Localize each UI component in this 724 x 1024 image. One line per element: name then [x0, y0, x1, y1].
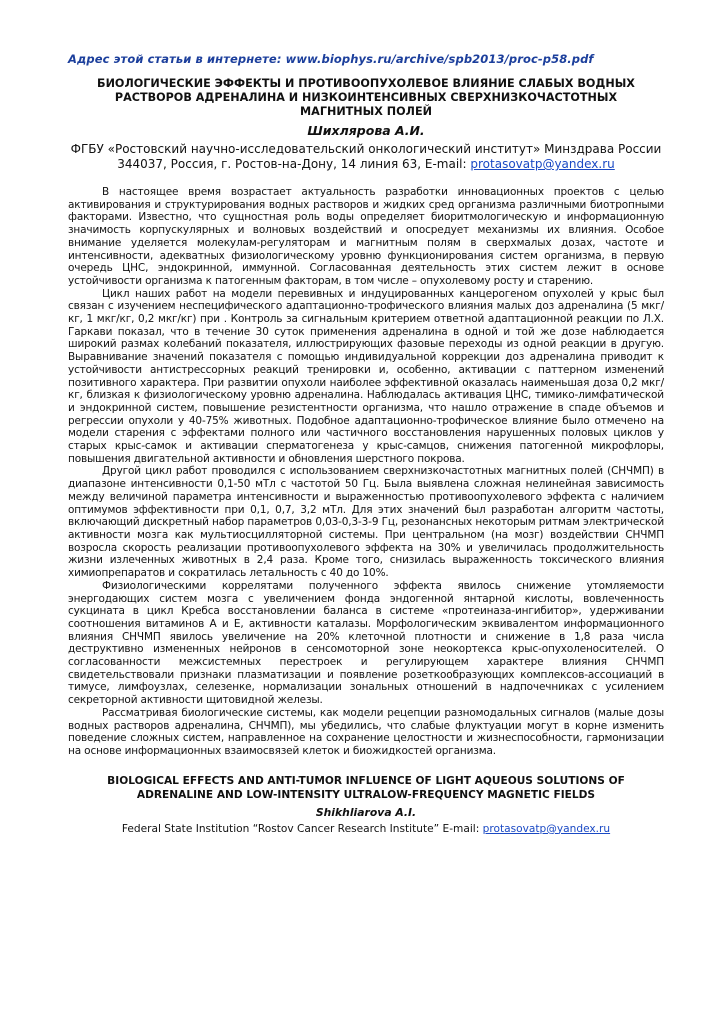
ru-email-link[interactable]: protasovatp@yandex.ru [470, 157, 615, 171]
article-page [68, 52, 664, 835]
paragraph: В настоящее время возрастает актуальность разработки инновационных проектов с целью активирования и структурирования водных растворов и жидких сред организма различными биотропными факторами. Известно, что сущностная роль воды определяет биоритмологическую и информационную значимость корпускулярных и волновых воздействий и опосредует механизмы их влияния. Особое внимание уделяется молекулам-регуляторам и магнитным полям в сверхмалых дозах, частоте и интенсивности, адекватных физиологическому уровню функционирования систем организма, в первую очередь ЦНС, эндокринной, иммунной. Согласованная деятельность этих систем лежит в основе устойчивости организма к патогенным факторам, в том числе – опухолевому росту и старению. [68, 186, 664, 287]
en-title: BIOLOGICAL EFFECTS AND ANTI-TUMOR INFLUENCE OF LIGHT AQUEOUS SOLUTIONS OF ADRENALINE AND LOW-INTENSITY ULTRALOW-FREQUENCY MAGNETIC FIELDS [107, 774, 625, 801]
ru-affiliation-line2: 344037, Россия, г. Ростов-на-Дону, 14 линия 63, E-mail: [117, 157, 467, 171]
paragraph: Цикл наших работ на модели перевивных и индуцированных канцерогеном опухолей у крыс был связан с изучением неспецифического адаптационно-трофического влияния малых доз адреналина (5 мкг/кг, 1 мкг/кг, 0,2 мкг/кг) при . Контроль за сигнальным критерием ответной адаптационной реакции по Л.Х. Гаркави показал, что в течение 30 суток применения адреналина в одной и той же дозе наблюдается широкий размах колебаний показателя, иллюстрирующих фазовые переходы из одной реакции в другую. Выравнивание значений показателя с помощью индивидуальной коррекции доз адреналина приводит к устойчивости антистрессорных реакций тренировки и, особенно, активации с паттерном изменений позитивного характера. При развитии опухоли наиболее эффективной оказалась наименьшая доза 0,2 мкг/кг, близкая к физиологическому уровню адреналина. Наблюдалась активация ЦНС, тимико-лимфатической и эндокринной систем, повышение резистентности организма, что нашло отражение в спаде объемов и регрессии опухоли у 40-75% животных. Подобное адаптационно-трофическое влияние было отмечено на модели старения с эффектами полного или частичного восстановления нарушенных половых циклов у старых крыс-самок и активации сперматогенеза у крыс-самцов, снижения патогенной микрофлоры, повышения двигательной активности и обновления шерстного покрова. [68, 287, 664, 465]
en-email-link[interactable]: protasovatp@yandex.ru [482, 822, 611, 835]
en-affiliation-text: Federal State Institution “Rostov Cancer Research Institute” E-mail: [121, 822, 480, 835]
paragraph: Физиологическими коррелятами полученного эффекта явилось снижение утомляемости энергодающих систем мозга с увеличением фонда эндогенной янтарной кислоты, вовлеченность сукцината в цикл Кребса восстановлении баланса в системе «протеиназа-ингибитор», удерживании соотношения витаминов А и Е, активности каталазы. Морфологическим эквивалентом информационного влияния СНЧМП явилось увеличение на 20% клеточной плотности и снижение в 1,8 раза числа деструктивно измененных нейронов в сенсомоторной зоне неокортекса крыс-опухоленосителей. О согласованности межсистемных перестроек и регулирующем характере влияния СНЧМП свидетельствовали признаки плазматизации и появление розеткообразующих комплексов-ассоциаций в тимусе, лимфоузлах, селезенке, нормализации зональных отношений в надпочечниках с усилением секреторной активности щитовидной железы. [68, 579, 664, 707]
paragraph: Рассматривая биологические системы, как модели рецепции разномодальных сигналов (малые дозы водных растворов адреналина, СНЧМП), мы убедились, что слабые флуктуации могут в корне изменить поведение сложных систем, направленное на сохранение целостности и жизнеспособности, гармонизации на основе информационных взаимосвязей клеток и биожидкостей организма. [68, 706, 664, 757]
en-author: Shikhliarova A.I. [315, 805, 417, 819]
ru-abstract-body [68, 186, 664, 758]
paragraph: Другой цикл работ проводился с использованием сверхнизкочастотных магнитных полей (СНЧМП) в диапазоне интенсивности 0,1-50 мТл с частотой 50 Гц. Была выявлена сложная нелинейная зависимость между величиной параметра интенсивности и выраженностью противоопухолевого эффекта с наличием оптимумов эффективности при 0,1, 0,7, 3,2 мТл. Для этих значений был разработан алгоритм частоты, включающий дискретный набор параметров 0,03-0,3-3-9 Гц, резонансных некоторым ритмам электрической активности мозга как мультиосцилляторной системы. При центральном (на мозг) воздействии СНЧМП возросла скорость реализации противоопухолевого эффекта на 30% и увеличилась продолжительность жизни излеченных животных в 2,4 раза. Кроме того, снизилась выраженность токсического влияния химиопрепаратов и сократилась летальность с 40 до 10%. [68, 465, 664, 580]
en-affiliation [68, 823, 664, 835]
ru-title: БИОЛОГИЧЕСКИЕ ЭФФЕКТЫ И ПРОТИВООПУХОЛЕВОЕ ВЛИЯНИЕ СЛАБЫХ ВОДНЫХ РАСТВОРОВ АДРЕНАЛИНА И НИЗКОИНТЕНСИВНЫХ СВЕРХНИЗКОЧАСТОТНЫХ МАГНИТНЫХ ПОЛЕЙ [97, 77, 635, 118]
ru-affiliation-line1: ФГБУ «Ростовский научно-исследовательский онкологический институт» Минздрава России [70, 142, 662, 156]
ru-affiliation [68, 142, 664, 172]
ru-author: Шихлярова А.И. [307, 123, 425, 138]
article-url-line[interactable]: Адрес этой статьи в интернете: www.biophys.ru/archive/spb2013/proc-p58.pdf [68, 52, 594, 66]
